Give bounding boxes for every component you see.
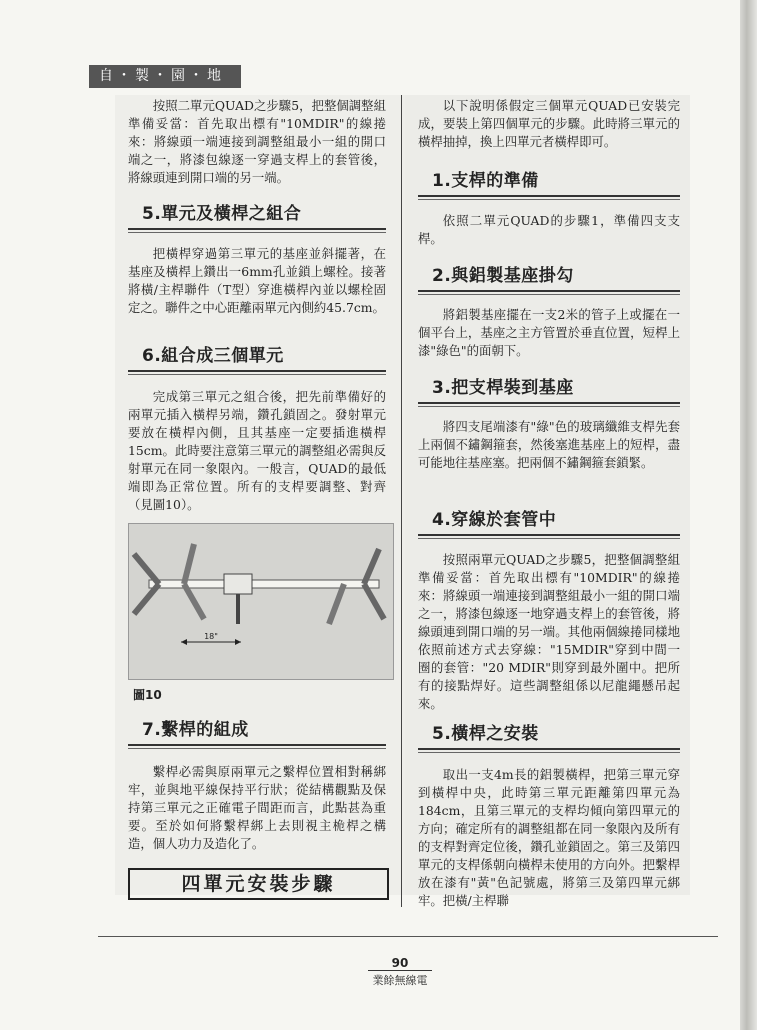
section-banner: 自・製・園・地 — [89, 65, 241, 88]
section5-paragraph: 把橫桿穿過第三單元的基座並斜擺著，在基座及橫桿上鑽出一6mm孔並鎖上螺栓。接著將橫/主桿聯件（T型）穿進橫桿內並以螺栓固定之。聯件之中心距離兩單元內側約45.7cm。 — [128, 246, 386, 315]
step4-heading — [418, 508, 680, 536]
antenna-assembly-illustration — [129, 524, 393, 679]
step5-paragraph: 取出一支4m長的鋁製橫桿，把第三單元穿到橫桿中央，此時第三單元距離第四單元為184cm，且第三單元的支桿均傾向第四單元的方向；確定所有的調整組都在同一象限內及所有的支桿對齊定位後，鑽孔並鎖固之。第三及第四單元的支桿係朝向橫桿未使用的方向外。把繫桿放在漆有"黃"色記號處，將第三及第四單元綁牢。把橫/主桿聯 — [418, 767, 680, 908]
section7-paragraph: 繫桿必需與原兩單元之繫桿位置相對稱綁牢，並與地平線保持平行狀；從結構觀點及保持第三單元之正確電子間距而言，此點甚為重要。至於如何將繫桿綁上去則視主桅桿之構造，個人功力及造化了。 — [128, 764, 386, 851]
step1-heading — [418, 169, 680, 197]
step3-title: 3.把支桿裝到基座 — [432, 378, 574, 398]
step2-title: 2.與鋁製基座掛勾 — [432, 266, 574, 286]
step5-heading — [418, 722, 680, 750]
page-number: 90 — [391, 956, 409, 970]
bottom-rule — [98, 936, 718, 937]
step3-paragraph: 將四支尾端漆有"綠"色的玻璃纖維支桿先套上兩個不鏽鋼箍套，然後塞進基座上的短桿，盡可能地往基座塞。把兩個不鏽鋼箍套鎖緊。 — [418, 419, 680, 470]
step1-paragraph: 依照二單元QUAD的步驟1，準備四支支桿。 — [418, 213, 680, 246]
step4-title: 4.穿線於套管中 — [432, 510, 557, 530]
left-intro-paragraph: 按照二單元QUAD之步驟5，把整個調整組準備妥當：首先取出標有"10MDIR"的線捲來：將線頭一端連接到調整組最小一組的開口端之一，將漆包線逐一穿過支桿上的套管後，將線頭連到開口端的另一端。 — [128, 98, 386, 185]
right-intro-paragraph: 以下說明係假定三個單元QUAD已安裝完成，要裝上第四個單元的步驟。此時將三單元的橫桿抽掉，換上四單元者橫桿即可。 — [418, 98, 680, 149]
section5-title: 5.單元及橫桿之組合 — [142, 204, 302, 224]
section6-title: 6.組合成三個單元 — [142, 346, 284, 366]
step5-title: 5.橫桿之安裝 — [432, 724, 539, 744]
step2-heading — [418, 264, 680, 292]
four-element-box-title: 四單元安裝步驟 — [128, 868, 389, 900]
step3-heading — [418, 376, 680, 404]
section5-heading — [128, 202, 386, 230]
section7-title: 7.繫桿的組成 — [142, 720, 249, 740]
section7-heading — [128, 718, 386, 746]
figure-caption: 圖10 — [133, 688, 162, 702]
column-divider — [401, 95, 402, 907]
section6-heading — [128, 344, 386, 372]
publication-name: 業餘無線電 — [368, 970, 432, 988]
page-edge — [740, 0, 757, 1030]
figure-dimension-label: 18" — [204, 632, 218, 641]
figure-10-photo — [128, 523, 394, 680]
step4-paragraph: 按照兩單元QUAD之步驟5，把整個調整組準備妥當：首先取出標有"10MDIR"的線捲來：將線頭一端連接到調整組最小一組的開口端之一，將漆包線逐一地穿過支桿上的套管後，將線頭連到開口端的另一端。其他兩個線捲同樣地依照前述方式去穿線："15MDIR"穿到中間一圈的套管："20 MDIR"則穿到最外圍中。把所有的接點焊好。這些調整組係以尼龍繩懸吊起來。 — [418, 552, 680, 711]
step1-title: 1.支桿的準備 — [432, 171, 539, 191]
step2-paragraph: 將鋁製基座擺在一支2米的管子上或擺在一個平台上，基座之主方管置於垂直位置，短桿上漆"綠色"的面朝下。 — [418, 307, 680, 358]
section6-paragraph: 完成第三單元之組合後，把先前準備好的兩單元插入橫桿另端，鑽孔鎖固之。發射單元要放在橫桿內側，且其基座一定要插進橫桿15cm。此時要注意第三單元的調整組必需與反射單元在同一象限內。一般言，QUAD的最低端即為正常位置。所有的支桿要調整、對齊（見圖10）。 — [128, 389, 386, 512]
